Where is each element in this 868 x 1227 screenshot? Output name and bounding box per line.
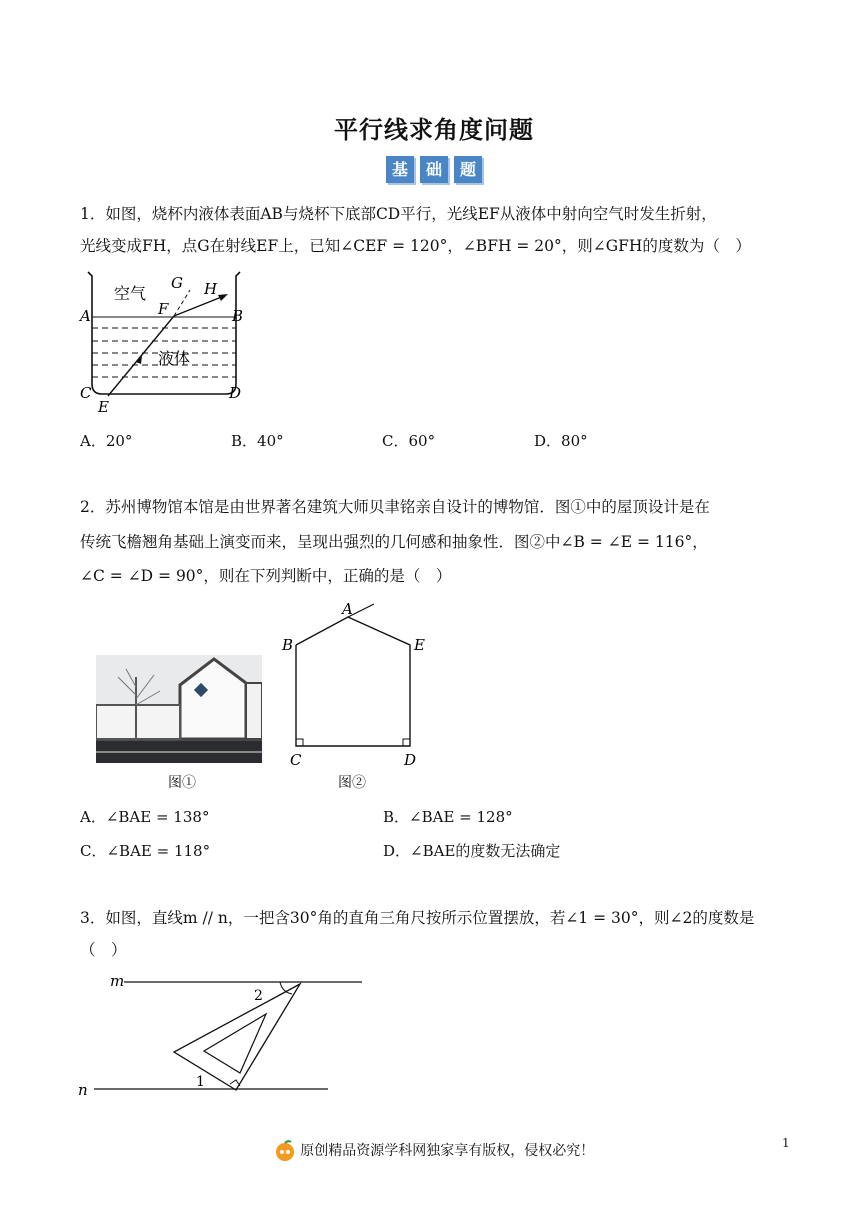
q2-option-d: D．∠BAE的度数无法确定	[383, 842, 561, 860]
svg-text:n: n	[78, 1081, 88, 1099]
svg-text:D: D	[404, 751, 417, 769]
badge-char: 础	[420, 156, 448, 183]
svg-text:B: B	[282, 636, 294, 654]
question-3-line-2: （ ）	[80, 941, 127, 959]
page-title: 平行线求角度问题	[334, 115, 534, 144]
svg-text:E: E	[414, 636, 425, 654]
figure-1-caption: 图①	[168, 775, 196, 791]
svg-text:A: A	[80, 307, 91, 325]
svg-text:F: F	[158, 300, 169, 318]
svg-text:m: m	[110, 972, 125, 990]
svg-text:G: G	[171, 274, 183, 292]
pentagon-figure	[280, 600, 430, 770]
svg-text:H: H	[204, 280, 218, 298]
question-2-line-3: ∠C = ∠D = 90°，则在下列判断中，正确的是（ ）	[80, 567, 452, 585]
q2-option-a: A．∠BAE = 138°	[80, 808, 210, 826]
orange-logo-icon	[274, 1140, 296, 1162]
svg-text:D: D	[229, 384, 242, 402]
figure-2-caption: 图②	[338, 775, 366, 791]
q1-option-a: A．20°	[80, 432, 133, 450]
liquid-label: 液体	[158, 349, 191, 368]
q2-option-c: C．∠BAE = 118°	[80, 842, 211, 860]
question-2-line-1: 2．苏州博物馆本馆是由世界著名建筑大师贝聿铭亲自设计的博物馆．图①中的屋顶设计是在	[80, 498, 710, 516]
svg-text:A: A	[342, 600, 353, 618]
q1-option-c: C．60°	[382, 432, 436, 450]
svg-text:C: C	[290, 751, 302, 769]
question-3-line-1: 3．如图，直线m // n，一把含30°角的直角三角尺按所示位置摆放，若∠1 = 30°，则∠2的度数是	[80, 909, 755, 927]
section-badge	[386, 156, 482, 184]
q2-option-b: B．∠BAE = 128°	[383, 808, 513, 826]
svg-text:E: E	[98, 398, 109, 416]
question-1-line-1: 1．如图，烧杯内液体表面AB与烧杯下底部CD平行，光线EF从液体中射向空气时发生折射，	[80, 205, 717, 223]
svg-text:B: B	[232, 307, 244, 325]
svg-text:1: 1	[196, 1074, 205, 1090]
q1-option-b: B．40°	[231, 432, 284, 450]
footer	[0, 1140, 868, 1162]
air-label: 空气	[114, 284, 147, 303]
beaker-figure	[76, 266, 256, 416]
svg-text:C: C	[80, 384, 92, 402]
question-1-line-2: 光线变成FH，点G在射线EF上，已知∠CEF = 120°，∠BFH = 20°，则∠GFH的度数为（ ）	[80, 237, 751, 255]
question-2-line-2: 传统飞檐翘角基础上演变而来，呈现出强烈的几何感和抽象性．图②中∠B = ∠E = 116°，	[80, 533, 708, 551]
badge-char: 题	[454, 156, 482, 183]
badge-char: 基	[386, 156, 414, 183]
copyright-text: 原创精品资源学科网独家享有版权，侵权必究！	[300, 1143, 595, 1159]
museum-photo	[96, 655, 262, 763]
page-number: 1	[782, 1136, 790, 1150]
svg-text:2: 2	[254, 988, 263, 1004]
triangle-ruler-figure	[76, 970, 376, 1100]
q1-option-d: D．80°	[534, 432, 588, 450]
